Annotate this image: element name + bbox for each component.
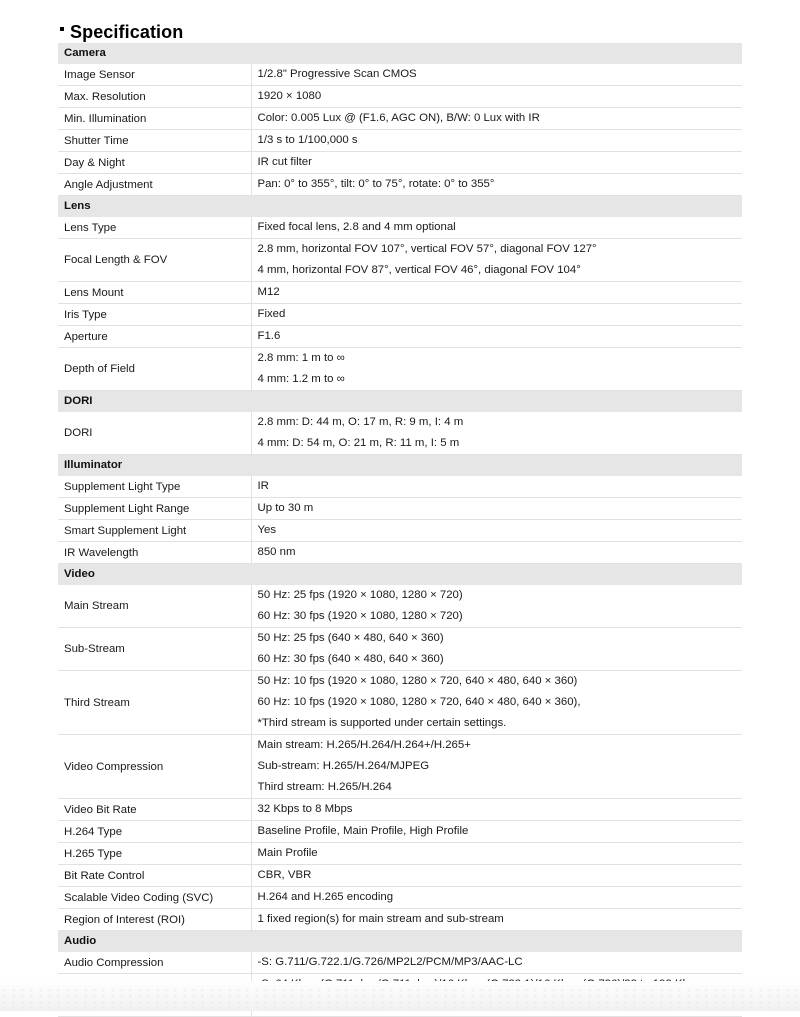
spec-label: Third Stream [58,671,251,735]
spec-row [58,909,742,931]
spec-value-cell [251,130,742,152]
section-header [58,391,742,412]
spec-value: 4 mm: 1.2 m to ∞ [257,373,345,385]
spec-value: 1/3 s to 1/100,000 s [257,134,358,146]
section-title: Illuminator [58,455,742,476]
spec-value-cell [251,174,742,196]
spec-label: Max. Resolution [58,86,251,108]
spec-value-cell [251,304,742,326]
spec-row [58,735,742,799]
spec-value-cell [251,282,742,304]
section-header [58,43,742,64]
spec-row [58,821,742,843]
spec-value-cell [251,909,742,931]
spec-value: F1.6 [257,330,281,342]
spec-value: 2.8 mm: 1 m to ∞ [257,352,345,364]
spec-row [58,217,742,239]
section-header [58,564,742,585]
spec-value: Pan: 0° to 355°, tilt: 0° to 75°, rotate: 0° to 355° [257,178,495,190]
spec-row [58,348,742,391]
spec-label: Supplement Light Range [58,498,251,520]
section-title: DORI [58,391,742,412]
spec-value-cell [251,735,742,799]
spec-value: IR [257,480,269,492]
spec-value: Fixed focal lens, 2.8 and 4 mm optional [257,221,456,233]
spec-value: CBR, VBR [257,869,312,881]
spec-label: Audio Compression [58,952,251,974]
spec-row [58,520,742,542]
spec-value: 1 fixed region(s) for main stream and sub-stream [257,913,504,925]
section-title: Audio [58,931,742,952]
spec-value-cell [251,799,742,821]
spec-value: H.264 and H.265 encoding [257,891,394,903]
spec-label: H.264 Type [58,821,251,843]
spec-row [58,476,742,498]
spec-row [58,130,742,152]
spec-row [58,542,742,564]
spec-label: Main Stream [58,585,251,628]
spec-label: Day & Night [58,152,251,174]
spec-label: Shutter Time [58,130,251,152]
spec-row [58,152,742,174]
spec-value-cell [251,326,742,348]
spec-value-cell [251,498,742,520]
spec-label: Iris Type [58,304,251,326]
spec-row [58,628,742,671]
section-header [58,455,742,476]
spec-label: Depth of Field [58,348,251,391]
section-title: Camera [58,43,742,64]
spec-row [58,412,742,455]
spec-label: Focal Length & FOV [58,239,251,282]
spec-value: 850 nm [257,546,296,558]
spec-value-cell [251,671,742,735]
spec-label: Bit Rate Control [58,865,251,887]
spec-value: 4 mm: D: 54 m, O: 21 m, R: 11 m, I: 5 m [257,437,460,449]
spec-label: Image Sensor [58,64,251,86]
spec-value: Fixed [257,308,286,320]
spec-row [58,304,742,326]
spec-value-cell [251,952,742,974]
spec-row [58,498,742,520]
spec-row [58,64,742,86]
spec-value-cell [251,520,742,542]
spec-row [58,174,742,196]
spec-label: Supplement Light Type [58,476,251,498]
spec-value: Yes [257,524,277,536]
spec-row [58,843,742,865]
spec-row [58,239,742,282]
spec-label: Video Bit Rate [58,799,251,821]
spec-label: H.265 Type [58,843,251,865]
spec-value: -S: G.711/G.722.1/G.726/MP2L2/PCM/MP3/AAC-LC [257,956,523,968]
spec-value: 2.8 mm: D: 44 m, O: 17 m, R: 9 m, I: 4 m [257,416,464,428]
spec-value-cell [251,86,742,108]
spec-value-cell [251,865,742,887]
spec-value-cell [251,108,742,130]
spec-value-cell [251,239,742,282]
spec-value: 50 Hz: 25 fps (640 × 480, 640 × 360) [257,632,444,644]
spec-value: Up to 30 m [257,502,314,514]
spec-value: 60 Hz: 30 fps (640 × 480, 640 × 360) [257,653,444,665]
spec-row [58,108,742,130]
spec-row [58,865,742,887]
spec-value: 2.8 mm, horizontal FOV 107°, vertical FOV 57°, diagonal FOV 127° [257,243,597,255]
spec-value: Main stream: H.265/H.264/H.264+/H.265+ [257,739,471,751]
spec-row [58,952,742,974]
spec-value: 32 Kbps to 8 Mbps [257,803,353,815]
spec-row [58,326,742,348]
section-header [58,931,742,952]
footer-dot-pattern [0,987,800,1009]
spec-label: Scalable Video Coding (SVC) [58,887,251,909]
spec-value: 1920 × 1080 [257,90,322,102]
spec-value: IR cut filter [257,156,312,168]
spec-row [58,799,742,821]
spec-value: Sub-stream: H.265/H.264/MJPEG [257,760,430,772]
spec-value: Baseline Profile, Main Profile, High Profile [257,825,469,837]
spec-label: Min. Illumination [58,108,251,130]
spec-row [58,887,742,909]
spec-row [58,282,742,304]
spec-label: Video Compression [58,735,251,799]
page-title: Specification [70,21,184,42]
spec-value: Main Profile [257,847,318,859]
spec-value-cell [251,348,742,391]
spec-value: Third stream: H.265/H.264 [257,781,392,793]
spec-value-cell [251,843,742,865]
spec-value: 50 Hz: 25 fps (1920 × 1080, 1280 × 720) [257,589,463,601]
spec-label: DORI [58,412,251,455]
spec-value: 60 Hz: 10 fps (1920 × 1080, 1280 × 720, 640 × 480, 640 × 360), [257,696,581,708]
spec-row [58,671,742,735]
spec-value-cell [251,412,742,455]
heading-bullet-icon [60,27,64,31]
section-header [58,196,742,217]
spec-value-cell [251,585,742,628]
spec-label: Smart Supplement Light [58,520,251,542]
spec-value-cell [251,152,742,174]
spec-label: Sub-Stream [58,628,251,671]
spec-value: 1/2.8" Progressive Scan CMOS [257,68,417,80]
spec-label: Lens Mount [58,282,251,304]
spec-value-cell [251,217,742,239]
spec-value: 4 mm, horizontal FOV 87°, vertical FOV 46°, diagonal FOV 104° [257,264,581,276]
spec-value-cell [251,887,742,909]
spec-value: *Third stream is supported under certain settings. [257,717,507,729]
page-heading [60,18,183,46]
spec-row [58,585,742,628]
spec-label: IR Wavelength [58,542,251,564]
spec-label: Lens Type [58,217,251,239]
spec-value-cell [251,476,742,498]
spec-value: 60 Hz: 30 fps (1920 × 1080, 1280 × 720) [257,610,463,622]
section-title: Lens [58,196,742,217]
spec-row [58,86,742,108]
spec-value-cell [251,64,742,86]
spec-label: Aperture [58,326,251,348]
spec-value: Color: 0.005 Lux @ (F1.6, AGC ON), B/W: 0 Lux with IR [257,112,540,124]
specification-table [58,43,742,1017]
spec-value-cell [251,628,742,671]
section-title: Video [58,564,742,585]
spec-label: Region of Interest (ROI) [58,909,251,931]
spec-value-cell [251,821,742,843]
spec-value-cell [251,542,742,564]
spec-value: M12 [257,286,280,298]
spec-label: Angle Adjustment [58,174,251,196]
spec-value: 50 Hz: 10 fps (1920 × 1080, 1280 × 720, 640 × 480, 640 × 360) [257,675,578,687]
